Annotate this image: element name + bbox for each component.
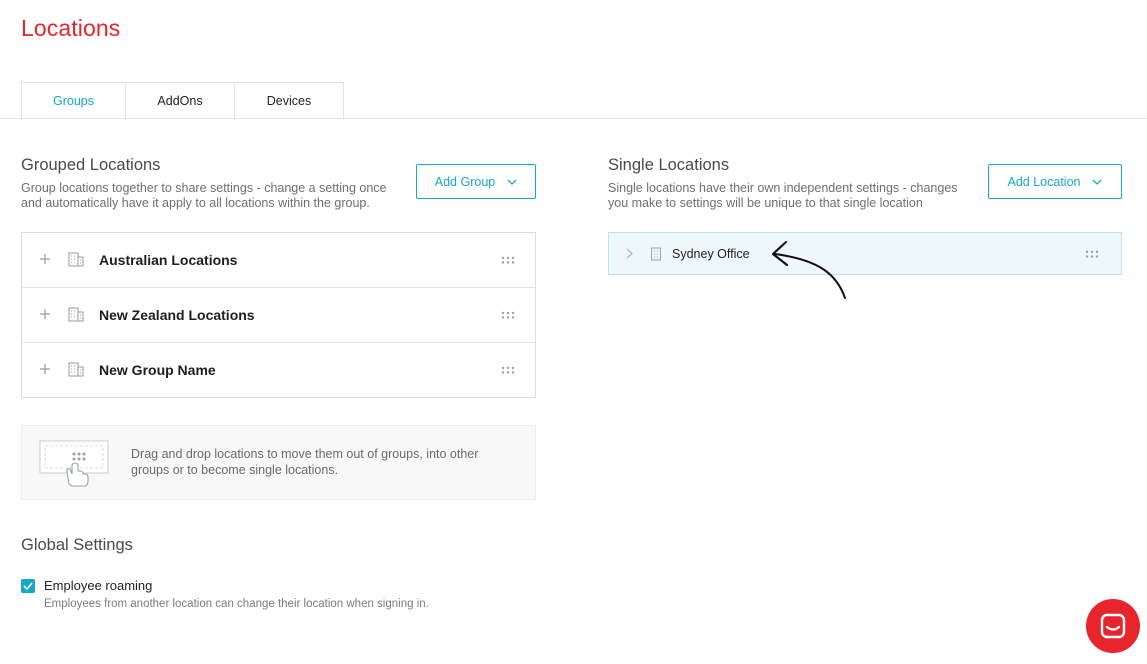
grouped-locations-description [21,181,401,211]
employee-roaming-checkbox[interactable] [21,579,35,593]
single-locations-description [608,181,978,211]
building-icon [650,247,662,261]
employee-roaming-label[interactable]: Employee roaming [44,578,153,593]
employee-roaming-description: Employees from another location can change their location when signing in. [44,598,429,610]
tab-addons[interactable]: AddOns [126,83,235,119]
tab-divider [0,118,1147,119]
chevron-down-icon [507,179,517,185]
check-icon [23,582,33,590]
page-title: Locations [21,15,121,41]
group-row[interactable] [22,233,535,288]
drag-handle-icon[interactable] [501,256,515,264]
add-location-button[interactable] [988,164,1122,199]
drag-drop-hint [21,425,536,500]
grouped-desc-line-1: Group locations together to share settings - change a setting once [21,181,387,195]
add-location-label: Add Location [1007,174,1081,189]
tab-devices[interactable]: Devices [266,94,312,108]
single-locations-title: Single Locations [608,156,730,174]
group-name: Australian Locations [99,252,238,268]
chat-launcher-button[interactable] [1086,599,1140,653]
plus-icon[interactable] [39,253,51,265]
drag-drop-hint-text [131,447,511,478]
global-settings-title: Global Settings [21,536,133,554]
hint-line-2: groups or to become single locations. [131,462,339,477]
tab-bar [21,82,344,119]
building-icon [67,305,85,323]
chevron-down-icon [1092,179,1102,185]
building-icon [67,250,85,268]
plus-icon[interactable] [39,363,51,375]
drag-handle-icon[interactable] [501,311,515,319]
group-row[interactable] [22,343,535,397]
annotation-arrow-icon [765,235,855,305]
add-group-label: Add Group [434,174,496,189]
single-desc-line-1: Single locations have their own independent settings - changes [608,181,958,195]
drag-handle-icon[interactable] [501,366,515,374]
chat-icon [1099,612,1127,640]
single-desc-line-2: you make to settings will be unique to that single location [608,196,923,210]
grouped-desc-line-2: and automatically have it apply to all locations within the group. [21,196,370,210]
single-location-row[interactable] [608,232,1122,275]
hint-line-1: Drag and drop locations to move them out of groups, into other [131,447,479,461]
group-name: New Group Name [99,362,216,378]
group-row[interactable] [22,288,535,343]
grouped-locations-title: Grouped Locations [21,156,161,174]
group-name: New Zealand Locations [99,307,255,323]
group-list [21,232,536,398]
single-location-name: Sydney Office [672,247,750,261]
drag-drop-illustration-icon [39,438,115,488]
drag-handle-icon[interactable] [1085,250,1099,258]
plus-icon[interactable] [39,308,51,320]
chevron-right-icon[interactable] [626,248,633,259]
building-icon [67,360,85,378]
tab-groups[interactable]: Groups [22,83,126,119]
add-group-button[interactable] [416,164,536,199]
